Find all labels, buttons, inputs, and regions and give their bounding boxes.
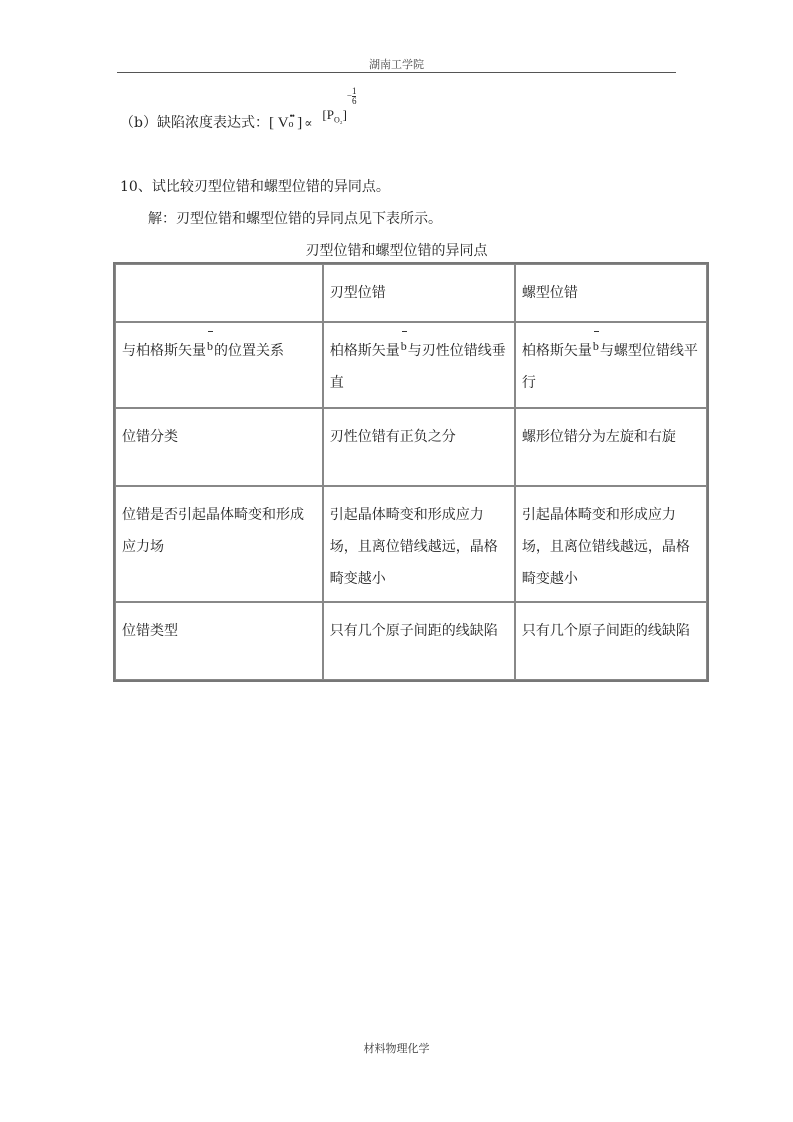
burgers-vector-symbol: b	[401, 330, 407, 362]
table-header-cell	[115, 264, 323, 322]
formula-prefix: （b）缺陷浓度表达式：	[120, 115, 269, 131]
formula-vacancy: [ V •• o ]	[268, 111, 303, 131]
oxygen-vacancy-subscript: •• o	[288, 111, 294, 130]
table-cell-edge: 柏格斯矢量b与刃性位错线垂直	[323, 322, 515, 408]
table-cell-edge: 引起晶体畸变和形成应力场，且离位错线越远，晶格畸变越小	[323, 486, 515, 602]
table-caption: 刃型位错和螺型位错的异同点	[305, 243, 488, 259]
burgers-vector-symbol: b	[207, 330, 213, 362]
table-cell-screw: 引起晶体畸变和形成应力场，且离位错线越远，晶格畸变越小	[515, 486, 707, 602]
table-cell-screw: 螺形位错分为左旋和右旋	[515, 408, 707, 486]
page-footer: 材料物理化学	[363, 1042, 430, 1055]
table-row	[115, 408, 707, 486]
table-cell-label: 位错分类	[115, 408, 323, 486]
page-header-title: 湖南工学院	[369, 58, 424, 71]
table-cell-edge: 只有几个原子间距的线缺陷	[323, 602, 515, 680]
table-cell-screw: 只有几个原子间距的线缺陷	[515, 602, 707, 680]
table-header-row	[115, 264, 707, 322]
table-cell-label: 位错类型	[115, 602, 323, 680]
proportional-symbol: ∝	[304, 116, 313, 130]
table-row	[115, 322, 707, 408]
table-cell-edge: 刃性位错有正负之分	[323, 408, 515, 486]
burgers-vector-symbol: b	[593, 330, 599, 362]
table-header-cell: 螺型位错	[515, 264, 707, 322]
question-text: 10、试比较刃型位错和螺型位错的异同点。	[120, 179, 390, 195]
comparison-table	[113, 262, 709, 682]
answer-text: 解：刃型位错和螺型位错的异同点见下表所示。	[148, 211, 442, 227]
table-cell-label: 位错是否引起晶体畸变和形成应力场	[115, 486, 323, 602]
table-cell-label: 与柏格斯矢量b的位置关系	[115, 322, 323, 408]
formula-oxygen-pressure: $[P_{O_2}]$ − $\frac{1}{6}$	[322, 86, 357, 125]
table-row	[115, 602, 707, 680]
table-header-cell: 刃型位错	[323, 264, 515, 322]
defect-concentration-formula	[120, 86, 357, 133]
formula-exponent: − $\frac{1}{6}$	[346, 86, 357, 106]
table-row	[115, 486, 707, 602]
header-divider	[117, 72, 676, 73]
table-cell-screw: 柏格斯矢量b与螺型位错线平行	[515, 322, 707, 408]
